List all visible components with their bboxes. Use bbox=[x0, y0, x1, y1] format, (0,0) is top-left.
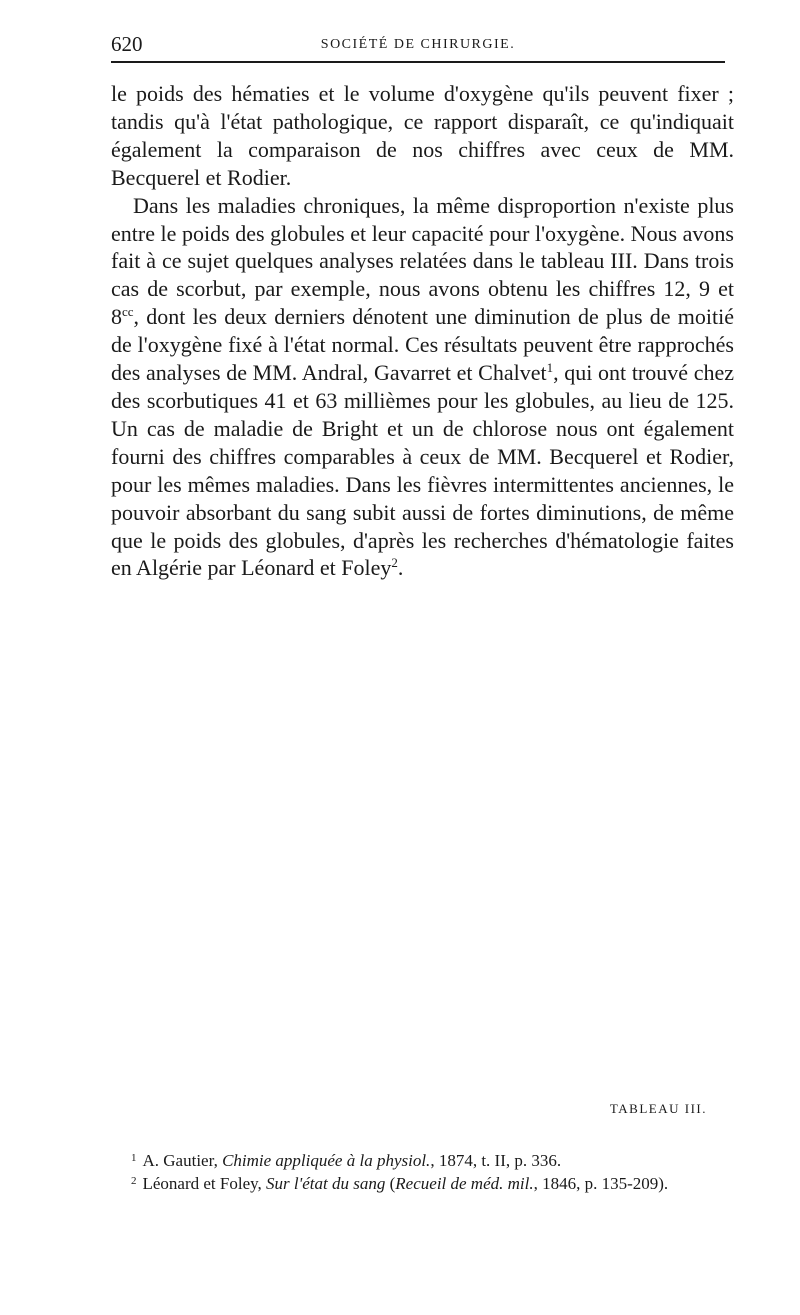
header-rule bbox=[111, 61, 725, 63]
footnote-1-rest: , 1874, t. II, p. 336. bbox=[430, 1151, 562, 1170]
footnote-1-mark: 1 bbox=[131, 1152, 137, 1164]
cc-superscript: cc bbox=[122, 304, 134, 320]
body-text bbox=[111, 80, 734, 582]
paragraph-2-text-b: , dont les deux derniers dénotent une diminution de plus de moitié de l'oxygène fixé à l'état normal. Ces résultats peuvent être rapprochés des analyses de MM. Andral, Gavarret et Chalvet bbox=[111, 304, 734, 386]
paragraph-1 bbox=[111, 80, 734, 192]
footnote-ref-1: 1 bbox=[546, 360, 554, 376]
footnote-1 bbox=[111, 1150, 734, 1173]
footnote-1-author: A. Gautier, bbox=[142, 1151, 223, 1170]
footnote-2-title: Sur l'état du sang bbox=[266, 1173, 386, 1193]
journal-title: SOCIÉTÉ DE CHIRURGIE. bbox=[320, 37, 516, 52]
footnote-2 bbox=[111, 1173, 734, 1196]
paragraph-2-text-c: , qui ont trouvé chez des scorbutiques 41 et 63 millièmes pour les globules, au lieu de 125. Un cas de maladie de Bright et un de chlorose nous ont également fourni des chiffres comparables à ceux de MM. Becquerel et Rodier, pour les mêmes maladies. Dans les fièvres intermittentes anciennes, le pouvoir absorbant du sang subit aussi de fortes diminutions, de même que le poids des globules, d'après les recherches d'hématologie faites en Algérie par Léonard et Foley bbox=[111, 360, 734, 581]
table-caption: TABLEAU III. bbox=[609, 1101, 707, 1116]
footnote-2-mid: ( bbox=[385, 1173, 396, 1193]
paragraph-2-text-a: Dans les maladies chroniques, la même disproportion n'existe plus entre le poids des globules et leur capacité pour l'oxygène. Nous avons fait à ce sujet quelques analyses relatées dans le tableau III. Dans trois cas de scorbut, par exemple, nous avons obtenu les chiffres 12, 9 et 8 bbox=[111, 192, 734, 330]
footnote-ref-2: 2 bbox=[391, 555, 398, 571]
footnotes bbox=[111, 1150, 734, 1195]
footnote-2-source: Recueil de méd. mil. bbox=[395, 1173, 534, 1193]
footnote-2-mark: 2 bbox=[131, 1174, 137, 1187]
footnote-1-title: Chimie appliquée à la physiol. bbox=[222, 1151, 431, 1170]
footnote-2-author: Léonard et Foley, bbox=[142, 1173, 267, 1193]
paragraph-2 bbox=[111, 192, 734, 583]
paragraph-2-text-d: . bbox=[397, 555, 404, 581]
footnote-2-rest: , 1846, p. 135-209). bbox=[533, 1173, 669, 1193]
paragraph-1-text: le poids des hématies et le volume d'oxygène qu'ils peuvent fixer ; tandis qu'à l'état pathologique, ce rapport disparaît, ce qu'indiquait également la comparaison de nos chiffres avec ceux de MM. Becquerel et Rodier. bbox=[111, 81, 734, 190]
page-number: 620 bbox=[111, 32, 143, 56]
running-head bbox=[111, 30, 725, 58]
